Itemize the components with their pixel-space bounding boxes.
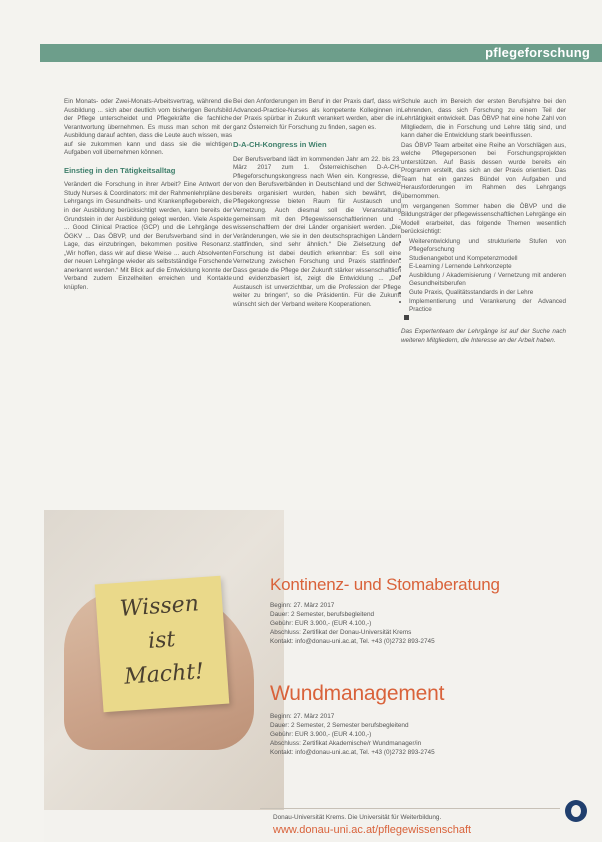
course-detail: Dauer: 2 Semester, 2 Semester berufsbegleitend [270, 722, 409, 729]
course-title: Wundmanagement [270, 682, 445, 705]
divider [260, 808, 560, 809]
paragraph: Im vergangenen Sommer haben die ÖBVP und die Bildungsträger der pflegewissenschaftlichen Lehrgänge ein Modell erarbeitet, das folgende Themen wesentlich berücksichtigt: [401, 202, 566, 236]
list-item: • Weiterentwicklung und strukturierte Stufen von Pflegeforschung [409, 238, 566, 255]
list-item: • Ausbildung / Akademisierung / Vernetzung mit anderen Gesundheitsberufen [409, 272, 566, 289]
university-tagline: Donau-Universität Krems. Die Universität für Weiterbildung. [273, 814, 442, 821]
course-detail: Kontakt: info@donau-uni.ac.at, Tel. +43 (0)2732 893-2745 [270, 638, 435, 645]
bullet-list [401, 238, 566, 315]
course-detail: Kontakt: info@donau-uni.ac.at, Tel. +43 (0)2732 893-2745 [270, 749, 435, 756]
footnote: Das Expertenteam der Lehrgänge ist auf der Suche nach weiteren Mitgliedern, die Interesse an der Arbeit haben. [401, 328, 566, 344]
end-of-article-icon [404, 315, 409, 320]
list-item: • E-Learning / Lernende Lehrkonzepte [409, 263, 566, 272]
paragraph: Schule auch im Bereich der ersten Berufsjahre bei den Lehrenden, dass sich Forschung zu einem Teil der Lehrtätigkeit entwickelt. Das ÖBVP hat eine hohe Zahl von Mitgliedern, die in Forschung und Lehre tätig sind, und kann daher die Entwicklung stark beeinflussen. [401, 98, 566, 140]
note-line: ist [147, 627, 177, 654]
list-item: • Gute Praxis, Qualitätsstandards in der Lehre [409, 289, 566, 298]
course-details [270, 601, 570, 646]
university-logo-icon [565, 800, 587, 822]
ad-photo [44, 510, 284, 810]
article-column-2 [233, 98, 401, 311]
course-details [270, 712, 570, 757]
advertisement [44, 510, 602, 842]
note-line: Wissen [119, 591, 200, 622]
course-title: Kontinenz- und Stomaberatung [270, 575, 500, 594]
note-line: Macht! [123, 659, 205, 690]
section-header-bar [40, 44, 602, 62]
subheading: Einstieg in den Tätigkeitsalltag [64, 165, 176, 175]
paragraph: Bei den Anforderungen im Beruf in der Praxis darf, dass wir Advanced-Practice-Nurses als kompetente Kolleginnen in der Praxis spürbar in Zukunft verankert werden, aber die in ganz Österreich für Forschung zu finden, sagen es. [233, 98, 401, 131]
course-detail: Dauer: 2 Semester, berufsbegleitend [270, 611, 375, 618]
section-title: pflegeforschung [485, 45, 590, 60]
course-detail: Abschluss: Zertifikat der Donau-Universität Krems [270, 629, 412, 636]
article-column-1 [64, 98, 232, 293]
university-link[interactable]: www.donau-uni.ac.at/pflegewissenschaft [273, 824, 472, 836]
subheading: D-A-CH-Kongress in Wien [233, 140, 327, 150]
paragraph: Der Berufsverband lädt im kommenden Jahr am 22. bis 23. März 2017 zum 1. Österreichischen D-A-CH-Pflegeforschungskongress nach Wien ein. Kongresse, die von den Berufsverbänden in Deutschland und der Schweiz bereits organisiert wurden, haben sich bewährt, die Pflegekongresse bieten Raum für Austausch und Vernetzung. Auch diesmal soll die Veranstaltung gemeinsam mit den Pflegewissenschaftlerinnen und -wissenschaftlern der drei Länder organisiert werden. „Die Veränderungen, wie sie in den deutschsprachigen Ländern stattfinden, sind sehr ähnlich.“ Die Zielsetzung der Forschung ist dabei deutlich erkennbar: Es soll eine Vernetzung zwischen Forschung und Praxis stattfinden. Dass gerade die Pflege der Zukunft stärker wissenschaftlich und evidenzbasiert ist, zeigt die Entwicklung ... „Der Austausch ist unverzichtbar, um die Profession der Pflege weiter zu bringen“, so die Präsidentin. Für die Zukunft wünscht sich der Verband weitere Kooperationen. [233, 155, 401, 309]
course-detail: Gebühr: EUR 3.900,- (EUR 4.100,-) [270, 731, 372, 738]
course-detail: Abschluss: Zertifikat Akademische/r Wundmanager/in [270, 740, 422, 747]
course-detail: Gebühr: EUR 3.900,- (EUR 4.100,-) [270, 620, 372, 627]
paragraph: Das ÖBVP Team arbeitet eine Reihe an Vorschlägen aus, welche Pflegepersonen bei Forschungsprojekten unterstützen. Auf Basis dessen wurde bereits ein Programm erstellt, das sich an der Praxis orientiert. Das Team hat ein ganzes Bündel von Aufgaben und Herausforderungen im Rahmen des Lehrgangs übernommen. [401, 141, 566, 201]
paragraph: Ein Monats- oder Zwei-Monats-Arbeitsvertrag, während die Ausbildung ... sich aber deutlich vom bisherigen Berufsbild der Pflege unterscheidet und Pflegekräfte die fachliche Verantwortung übernehmen. Es muss man schon mit der Ausbildung darauf achten, dass die Leute auch wissen, was auf sie zukommen kann und dass sie die wichtigen Aufgaben voll übernehmen können. [64, 98, 232, 157]
course-detail: Beginn: 27. März 2017 [270, 602, 335, 609]
list-item: • Implementierung und Verankerung der Advanced Practice [409, 298, 566, 315]
paragraph: Verändert die Forschung in ihrer Arbeit? Eine Antwort der Study Nurses & Coordinators: mit der Rahmenlehrpläne des Lehrgangs im Gesundheits- und Krankenpflegebereich, die in der Ausbildung berücksichtigt werden, kann bereits der Grundstein in der Ausbildung gelegt werden. Viele Aspekte ... Good Clinical Practice (GCP) und die Lehrgänge des ÖGKV ... Das ÖBVP, und der Berufsverband sind in der Lage, das einzubringen, bekommen positive Resonanz. „Wir hoffen, dass wir auf diese Weise ... auch Absolventen der neuen Lehrgänge wieder als selbstständige Forschende anerkannt werden.“ Mit Blick auf die Entwicklung konnte der Verband zudem Einzelheiten erreichen und Kontakte knüpfen. [64, 181, 232, 291]
list-item: • Studienangebot und Kompetenzmodell [409, 255, 566, 264]
course-detail: Beginn: 27. März 2017 [270, 713, 335, 720]
article-column-3 [401, 98, 566, 346]
sticky-note [95, 576, 230, 712]
